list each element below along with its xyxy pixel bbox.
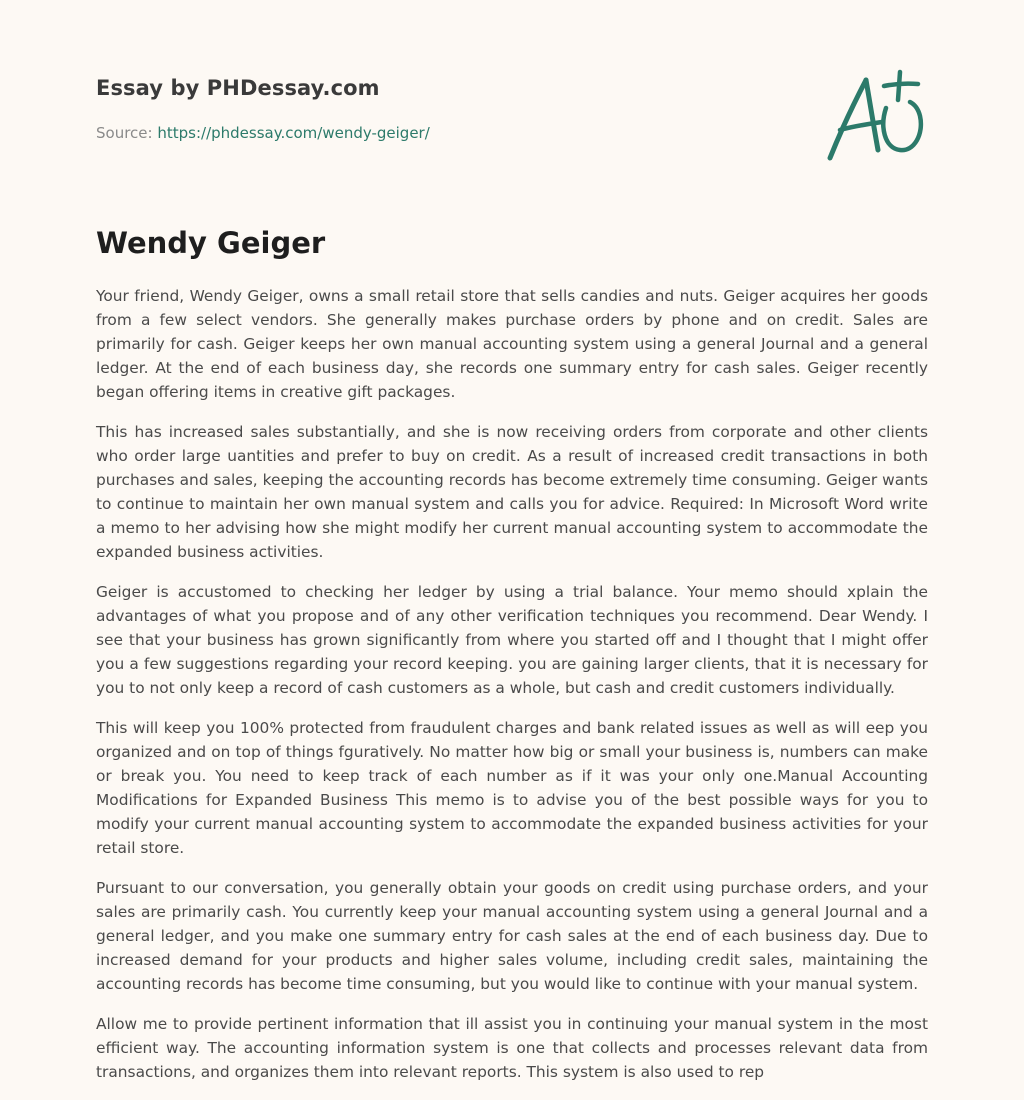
essay-paragraph: This will keep you 100% protected from fraudulent charges and bank related issues as well as will eep you organized and on top of things fguratively. No matter how big or small your business is, numbers can make or break you. You need to keep track of each number as if it was your only one.Manual Accounting Modifications for Expanded Business This memo is to advise you of the best possible ways for you to modify your current manual accounting system to accommodate the expanded business activities for your retail store. [96,719,928,857]
essay-body [96,284,928,1100]
essay-title: Wendy Geiger [96,226,326,260]
essay-paragraph: Geiger is accustomed to checking her ledger by using a trial balance. Your memo should xplain the advantages of what you propose and of any other verification techniques you recommend. Dear Wendy. I see that your business has grown significantly from where you started off and I thought that I might offer you a few suggestions regarding your record keeping. you are gaining larger clients, that it is necessary for you to not only keep a record of cash customers as a whole, but cash and credit customers individually. [96,583,928,697]
essay-paragraph: Pursuant to our conversation, you generally obtain your goods on credit using purchase orders, and your sales are primarily cash. You currently keep your manual accounting system using a general Journal and a general ledger, and you make one summary entry for cash sales at the end of each business day. Due to increased demand for your products and higher sales volume, including credit sales, maintaining the accounting records has become time consuming, but you would like to continue with your manual system. [96,879,928,993]
essay-paragraph: Allow me to provide pertinent information that ill assist you in continuing your manual system in the most efficient way. The accounting information system is one that collects and processes relevant data from transactions, and organizes them into relevant reports. This system is also used to rep [96,1015,928,1081]
a-plus-grade-icon [820,68,930,168]
source-label: Source: [96,124,153,142]
source-link[interactable]: https://phdessay.com/wendy-geiger/ [157,124,430,142]
essay-paragraph: Your friend, Wendy Geiger, owns a small retail store that sells candies and nuts. Geiger acquires her goods from a few select vendors. She generally makes purchase orders by phone and on credit. Sales are primarily for cash. Geiger keeps her own manual accounting system using a general Journal and a general ledger. At the end of each business day, she records one summary entry for cash sales. Geiger recently began offering items in creative gift packages. [96,287,928,401]
source-line [96,124,430,142]
essay-paragraph: This has increased sales substantially, and she is now receiving orders from corporate and other clients who order large uantities and prefer to buy on credit. As a result of increased credit transactions in both purchases and sales, keeping the accounting records has become extremely time consuming. Geiger wants to continue to maintain her own manual system and calls you for advice. Required: In Microsoft Word write a memo to her advising how she might modify her current manual accounting system to accommodate the expanded business activities. [96,423,928,561]
site-title: Essay by PHDessay.com [96,76,380,100]
